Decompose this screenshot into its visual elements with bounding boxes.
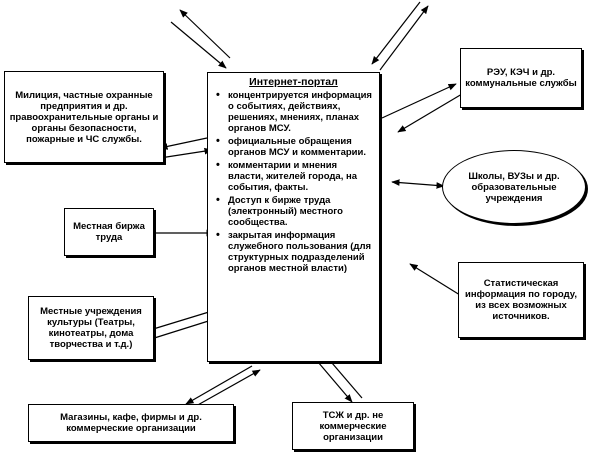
arrow-top-left-in: [171, 22, 226, 68]
arrow-police-in: [160, 150, 212, 158]
internet-portal-box: [207, 72, 380, 362]
arrow-schools: [392, 182, 444, 186]
arrow-police-out: [160, 138, 207, 148]
arrow-tsj-out: [318, 362, 352, 402]
arrow-shops-out: [186, 366, 252, 404]
portal-item: • Доступ к бирже труда (электронный) местного сообщества.: [228, 195, 373, 228]
shops-box: Магазины, кафе, фирмы и др. коммерческие организации: [28, 404, 234, 442]
arrow-top-right-in: [372, 2, 420, 64]
portal-item: • закрытая информация служебного пользования (для структурных подразделений органов местной власти): [228, 230, 373, 274]
arrow-top-right-out: [380, 6, 428, 70]
culture-box: Местные учреждения культуры (Театры, кинотеатры, дома творчества и т.д.): [28, 296, 154, 360]
statistics-box: Статистическая информация по городу, из всех возможных источников.: [458, 262, 584, 338]
arrow-utilities-out: [382, 84, 456, 118]
portal-item: • официальные обращения органов МСУ и комментарии.: [228, 136, 373, 158]
tsj-box: ТСЖ и др. не коммерческие организации: [292, 402, 414, 450]
portal-item: • концентрируется информация о событиях, действиях, решениях, мнениях, планах органов МСУ.: [228, 90, 373, 134]
portal-item: • комментарии и мнения власти, жителей города, на события, факты.: [228, 160, 373, 193]
arrow-shops-in: [196, 370, 260, 406]
arrow-utilities-in: [398, 94, 462, 132]
labor-exchange-box: Местная биржа труда: [64, 208, 154, 256]
schools-ellipse: Школы, ВУЗы и др. образовательные учреждения: [442, 150, 586, 224]
utilities-box: РЭУ, КЭЧ и др. коммунальные службы: [460, 48, 582, 108]
portal-items: [214, 90, 373, 274]
police-box: Милиция, частные охранные предприятия и др. правоохранительные органы и органы безопасности, пожарные и ЧС службы.: [4, 71, 164, 163]
portal-title: Интернет-портал: [249, 76, 338, 88]
